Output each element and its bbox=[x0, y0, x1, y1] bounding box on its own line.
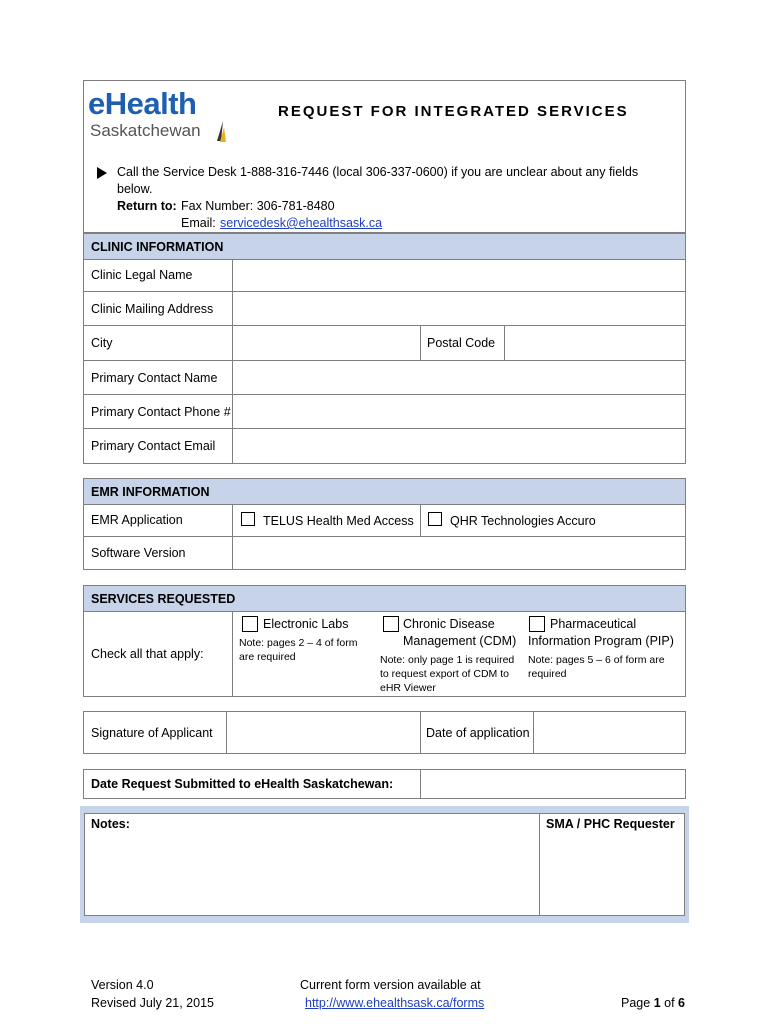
emr-application-label: EMR Application bbox=[91, 513, 183, 527]
clinic-info-title: CLINIC INFORMATION bbox=[91, 240, 224, 254]
city-field[interactable] bbox=[233, 326, 420, 360]
qhr-accuro-checkbox[interactable] bbox=[428, 512, 442, 526]
software-version-field[interactable] bbox=[233, 537, 685, 569]
fax-number: Fax Number: 306-781-8480 bbox=[181, 199, 335, 213]
service-desk-text: Call the Service Desk 1-888-316-7446 (local 306-337-0600) if you are unclear about any fields bbox=[117, 165, 639, 179]
primary-contact-phone-field[interactable] bbox=[233, 395, 685, 428]
pip-label-line-1: Pharmaceutical bbox=[550, 617, 637, 631]
emr-info-table bbox=[83, 504, 686, 570]
primary-contact-name-label: Primary Contact Name bbox=[91, 370, 218, 385]
page-total: 6 bbox=[678, 996, 685, 1010]
bullet-arrow-icon bbox=[97, 167, 107, 179]
clinic-info-header bbox=[83, 233, 686, 260]
pip-checkbox[interactable] bbox=[529, 616, 545, 632]
emr-info-header bbox=[83, 478, 686, 505]
signature-table bbox=[83, 711, 686, 754]
page-number: 1 bbox=[653, 996, 661, 1010]
services-header bbox=[83, 585, 686, 612]
notes-box bbox=[84, 813, 685, 916]
check-all-label: Check all that apply: bbox=[91, 647, 204, 661]
services-title: SERVICES REQUESTED bbox=[91, 592, 236, 606]
date-submitted-label: Date Request Submitted to eHealth Saskatchewan: bbox=[91, 777, 394, 791]
form-title: REQUEST FOR INTEGRATED SERVICES bbox=[278, 103, 629, 120]
cdm-label-line-1: Chronic Disease bbox=[403, 617, 495, 631]
date-submitted-table bbox=[83, 769, 686, 799]
clinic-legal-name-label: Clinic Legal Name bbox=[91, 268, 193, 282]
software-version-label: Software Version bbox=[91, 546, 186, 560]
electronic-labs-note-2: are required bbox=[239, 651, 296, 663]
cdm-note-2: to request export of CDM to bbox=[380, 668, 509, 680]
page-indicator bbox=[621, 996, 685, 1010]
postal-code-field[interactable] bbox=[505, 326, 685, 360]
primary-contact-email-field[interactable] bbox=[233, 429, 685, 463]
primary-contact-name-field[interactable] bbox=[233, 361, 685, 394]
ehealth-logo bbox=[88, 88, 238, 150]
electronic-labs-label: Electronic Labs bbox=[263, 617, 349, 631]
clinic-mailing-address-label: Clinic Mailing Address bbox=[91, 301, 214, 316]
return-to-label: Return to: bbox=[117, 199, 177, 213]
footer-current-version: Current form version available at bbox=[300, 978, 481, 992]
notes-label: Notes: bbox=[91, 817, 130, 831]
pip-note-1: Note: pages 5 – 6 of form are bbox=[528, 654, 665, 666]
page-prefix: Page bbox=[621, 996, 651, 1010]
qhr-accuro-label: QHR Technologies Accuro bbox=[450, 514, 596, 528]
date-of-application-field[interactable] bbox=[534, 712, 685, 753]
page-of: of bbox=[664, 996, 675, 1010]
cdm-note-1: Note: only page 1 is required bbox=[380, 654, 515, 666]
cdm-checkbox[interactable] bbox=[383, 616, 399, 632]
postal-code-label: Postal Code bbox=[427, 336, 496, 350]
cdm-label-line-2: Management (CDM) bbox=[403, 634, 517, 648]
notes-field[interactable] bbox=[85, 834, 539, 916]
clinic-legal-name-field[interactable] bbox=[233, 259, 685, 291]
logo-flame-icon bbox=[214, 121, 228, 143]
email-label: Email: bbox=[181, 216, 216, 230]
services-table bbox=[83, 611, 686, 697]
emr-info-title: EMR INFORMATION bbox=[91, 485, 210, 499]
service-desk-text-cont: below. bbox=[117, 182, 153, 196]
pip-label-line-2: Information Program (PIP) bbox=[528, 634, 674, 648]
date-of-application-label: Date of application bbox=[426, 725, 530, 740]
date-submitted-field[interactable] bbox=[421, 770, 685, 798]
telus-med-access-label: TELUS Health Med Access bbox=[263, 514, 414, 528]
signature-label: Signature of Applicant bbox=[91, 725, 213, 740]
pip-note-2: required bbox=[528, 668, 567, 680]
footer-version: Version 4.0 bbox=[91, 978, 154, 992]
electronic-labs-note-1: Note: pages 2 – 4 of form bbox=[239, 637, 358, 649]
signature-field[interactable] bbox=[227, 712, 420, 753]
footer-forms-link[interactable]: http://www.ehealthsask.ca/forms bbox=[305, 996, 485, 1010]
office-use-box bbox=[80, 806, 689, 923]
electronic-labs-checkbox[interactable] bbox=[242, 616, 258, 632]
logo-subtitle: Saskatchewan bbox=[90, 121, 201, 140]
logo-wordmark: eHealth bbox=[88, 86, 197, 121]
sma-phc-requester-field[interactable] bbox=[540, 834, 684, 916]
clinic-mailing-address-field[interactable] bbox=[233, 292, 685, 325]
primary-contact-phone-label: Primary Contact Phone # bbox=[91, 404, 231, 419]
cdm-note-3: eHR Viewer bbox=[380, 682, 436, 694]
footer-revised: Revised July 21, 2015 bbox=[91, 996, 214, 1010]
service-desk-email-link[interactable]: servicedesk@ehealthsask.ca bbox=[220, 216, 383, 230]
sma-phc-requester-label: SMA / PHC Requester bbox=[546, 817, 675, 831]
city-label: City bbox=[91, 336, 113, 350]
primary-contact-email-label: Primary Contact Email bbox=[91, 439, 216, 453]
telus-med-access-checkbox[interactable] bbox=[241, 512, 255, 526]
clinic-info-table bbox=[83, 259, 686, 464]
